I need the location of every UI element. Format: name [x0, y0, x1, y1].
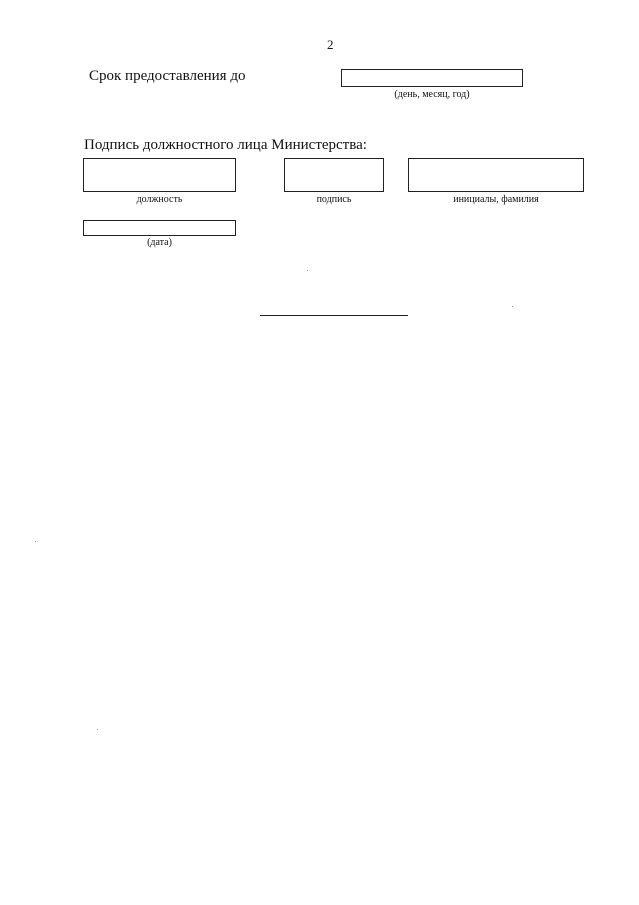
scan-speck: [512, 306, 513, 307]
official-signature-caption: подпись: [316, 194, 352, 205]
page-number: 2: [327, 37, 334, 52]
official-signature-field[interactable]: [284, 158, 384, 192]
signature-heading: Подпись должностного лица Министерства:: [84, 137, 367, 153]
official-name-field[interactable]: [408, 158, 584, 192]
scan-speck: [35, 541, 36, 542]
scan-speck: [307, 270, 308, 271]
signature-date-caption: (дата): [147, 237, 172, 248]
official-name-caption: инициалы, фамилия: [453, 194, 539, 205]
official-position-caption: должность: [136, 194, 183, 205]
deadline-label: Срок предоставления до: [89, 68, 246, 84]
deadline-date-field[interactable]: [341, 69, 523, 87]
deadline-date-caption: (день, месяц, год): [394, 89, 470, 100]
signature-date-field[interactable]: [83, 220, 236, 236]
end-of-document-rule: [260, 315, 408, 316]
official-position-field[interactable]: [83, 158, 236, 192]
scan-speck: [97, 729, 98, 730]
